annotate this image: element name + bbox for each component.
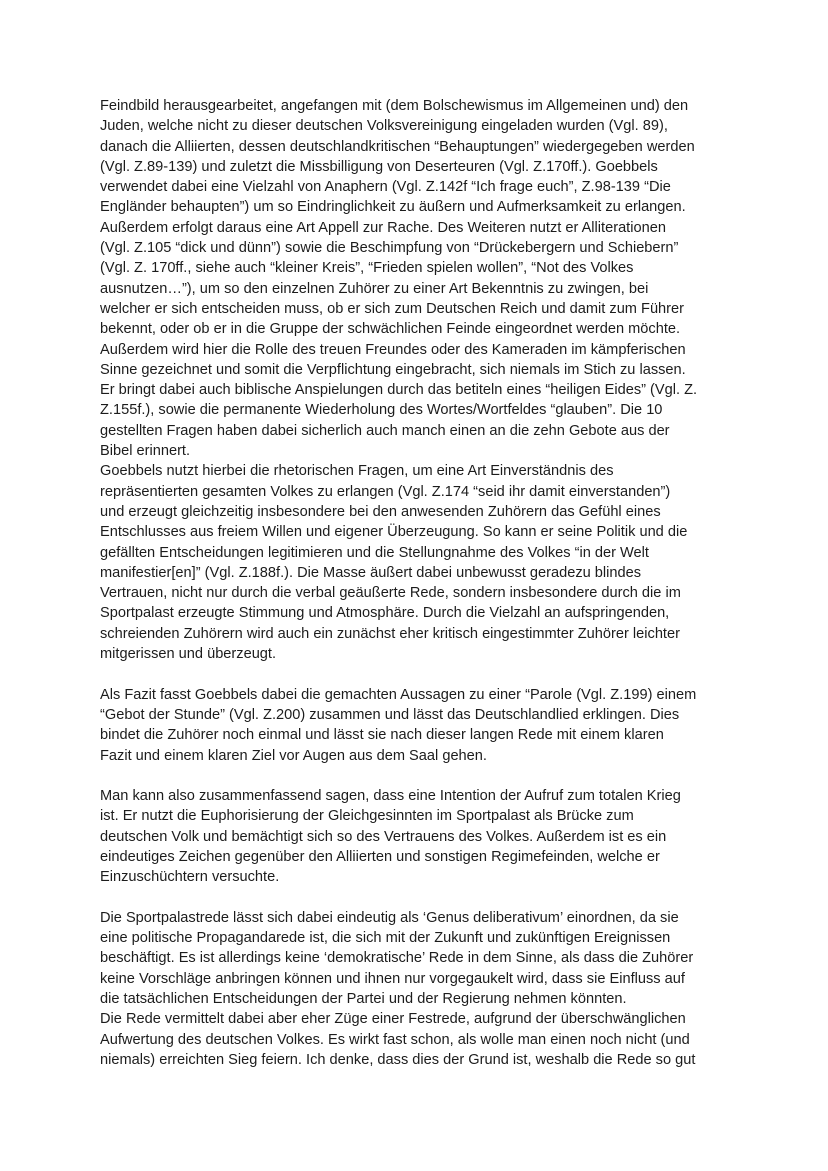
- text-line: Vertrauen, nicht nur durch die verbal geäußerte Rede, sondern insbesondere durch die im: [100, 585, 681, 602]
- text-line: bekennt, oder ob er in die Gruppe der schwächlichen Feinde eingeordnet werden möchte.: [100, 321, 681, 338]
- text-line: eindeutiges Zeichen gegenüber den Alliierten und sonstigen Regimefeinden, welche er: [100, 848, 660, 865]
- text-line: Feindbild herausgearbeitet, angefangen mit (dem Bolschewismus im Allgemeinen und) den: [100, 98, 689, 114]
- text-line: Die Sportpalastrede lässt sich dabei eindeutig als ‘Genus deliberativum’ einordnen, da sie: [100, 909, 679, 926]
- paragraph: [100, 1009, 740, 1070]
- text-line: (Vgl. Z. 170ff., siehe auch “kleiner Kreis”, “Frieden spielen wollen”, “Not des Volkes: [100, 260, 634, 277]
- text-line: ist. Er nutzt die Euphorisierung der Gleichgesinnten im Sportpalast als Brücke zum: [100, 808, 634, 825]
- text-line: Juden, welche nicht zu dieser deutschen Volksvereinigung eingeladen wurden (Vgl. 89),: [100, 118, 668, 135]
- text-line: “Gebot der Stunde” (Vgl. Z.200) zusammen und lässt das Deutschlandlied erklingen. Dies: [100, 706, 680, 723]
- text-line: Man kann also zusammenfassend sagen, dass eine Intention der Aufruf zum totalen Krieg: [100, 788, 681, 805]
- paragraph-spacer: [100, 766, 740, 786]
- text-line: welcher er sich entscheiden muss, ob er sich zum Deutschen Reich und damit zum Führer: [100, 300, 685, 317]
- text-line: Z.155f.), sowie die permanente Wiederholung des Wortes/Wortfeldes “glauben”. Die 10: [100, 402, 663, 419]
- text-line: Engländer behaupten”) um so Eindringlichkeit zu äußern und Aufmerksamkeit zu erlangen.: [100, 199, 686, 216]
- text-line: Fazit und einem klaren Ziel vor Augen aus dem Saal gehen.: [100, 747, 487, 764]
- text-line: Außerdem erfolgt daraus eine Art Appell zur Rache. Des Weiteren nutzt er Alliterationen: [100, 219, 666, 236]
- text-line: niemals) erreichten Sieg feiern. Ich denke, dass dies der Grund ist, weshalb die Rede so gut: [100, 1051, 696, 1068]
- paragraph: [100, 96, 740, 461]
- text-line: Goebbels nutzt hierbei die rhetorischen Fragen, um eine Art Einverständnis des: [100, 463, 614, 480]
- text-line: keine Vorschläge anbringen können und ihnen nur vorgegaukelt wird, dass sie Einfluss auf: [100, 970, 685, 987]
- text-line: gestellten Fragen haben dabei sicherlich auch manch einen an die zehn Gebote aus der: [100, 422, 670, 439]
- text-line: Sinne gezeichnet und somit die Verpflichtung eingebracht, sich niemals im Stich zu lassen.: [100, 361, 686, 378]
- document-body: [100, 96, 740, 1070]
- text-line: Außerdem wird hier die Rolle des treuen Freundes oder des Kameraden im kämpferischen: [100, 341, 686, 358]
- paragraph-spacer: [100, 664, 740, 684]
- paragraph: [100, 786, 740, 887]
- text-line: und erzeugt gleichzeitig insbesondere bei den anwesenden Zuhörern das Gefühl eines: [100, 503, 661, 520]
- text-line: Sportpalast erzeugte Stimmung und Atmosphäre. Durch die Vielzahl an aufspringenden,: [100, 605, 670, 622]
- text-line: ausnutzen…”), um so den einzelnen Zuhörer zu einer Art Bekenntnis zu zwingen, bei: [100, 280, 649, 297]
- text-line: repräsentierten gesamten Volkes zu erlangen (Vgl. Z.174 “seid ihr damit einverstanden”): [100, 483, 671, 500]
- text-line: manifestier[en]” (Vgl. Z.188f.). Die Masse äußert dabei unbewusst geradezu blindes: [100, 564, 642, 581]
- paragraph: [100, 461, 740, 664]
- text-line: gefällten Entscheidungen legitimieren und die Stellungnahme des Volkes “in der Welt: [100, 544, 649, 561]
- paragraph: [100, 908, 740, 1009]
- text-line: bindet die Zuhörer noch einmal und lässt sie nach dieser langen Rede mit einem klaren: [100, 727, 664, 744]
- text-line: (Vgl. Z.105 “dick und dünn”) sowie die Beschimpfung von “Drückebergern und Schiebern”: [100, 240, 679, 257]
- text-line: Die Rede vermittelt dabei aber eher Züge einer Festrede, aufgrund der überschwänglichen: [100, 1011, 686, 1028]
- text-line: (Vgl. Z.89-139) und zuletzt die Missbilligung von Deserteuren (Vgl. Z.170ff.). Goebbels: [100, 158, 658, 175]
- text-line: Einzuschüchtern versuchte.: [100, 869, 280, 886]
- text-line: schreienden Zuhörern wird auch ein zunächst eher kritisch eingestimmter Zuhörer leichter: [100, 625, 680, 642]
- text-line: Bibel erinnert.: [100, 443, 191, 460]
- text-line: danach die Alliierten, dessen deutschlandkritischen “Behauptungen” wiedergegeben werden: [100, 138, 695, 155]
- text-line: beschäftigt. Es ist allerdings keine ‘demokratische’ Rede in dem Sinne, als dass die Zuhörer: [100, 950, 694, 967]
- paragraph: [100, 685, 740, 766]
- text-line: Entschlusses aus freiem Willen und eigener Überzeugung. So kann er seine Politik und die: [100, 524, 688, 541]
- text-line: deutschen Volk und bemächtigt sich so des Vertrauens des Volkes. Außerdem ist es ein: [100, 828, 667, 845]
- text-line: verwendet dabei eine Vielzahl von Anaphern (Vgl. Z.142f “Ich frage euch”, Z.98-139 “Die: [100, 179, 671, 196]
- text-line: Aufwertung des deutschen Volkes. Es wirkt fast schon, als wolle man einen noch nicht (und: [100, 1031, 690, 1048]
- text-line: die tatsächlichen Entscheidungen der Partei und der Regierung nehmen könnten.: [100, 991, 627, 1008]
- paragraph-spacer: [100, 888, 740, 908]
- text-line: Als Fazit fasst Goebbels dabei die gemachten Aussagen zu einer “Parole (Vgl. Z.199) einem: [100, 686, 697, 703]
- text-line: mitgerissen und überzeugt.: [100, 646, 277, 663]
- text-line: eine politische Propagandarede ist, die sich mit der Zukunft und zukünftigen Ereignissen: [100, 930, 671, 947]
- text-line: Er bringt dabei auch biblische Anspielungen durch das betiteln eines “heiligen Eides” (Vgl. Z.: [100, 382, 698, 399]
